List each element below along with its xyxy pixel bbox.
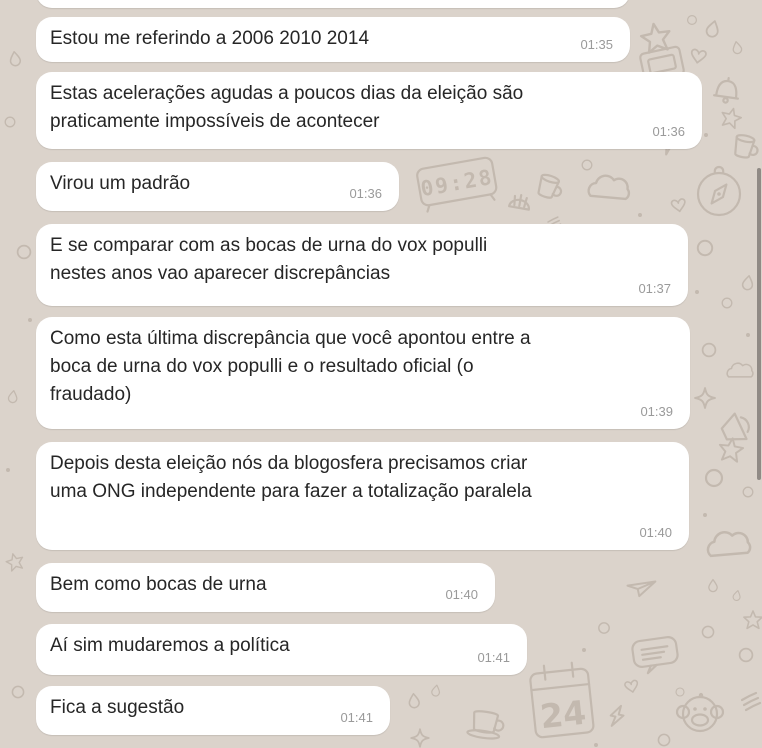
message-bubble[interactable]	[36, 224, 688, 306]
clock-doodle	[416, 157, 498, 213]
doodle	[582, 648, 586, 652]
doodle	[695, 388, 715, 408]
message-text: nestes anos vao aparecer discrepâncias	[50, 263, 391, 284]
doodle	[743, 487, 753, 497]
doodle	[698, 241, 712, 255]
doodle-calendar-text: 24	[538, 692, 588, 737]
doodle	[5, 117, 15, 127]
doodle	[12, 686, 23, 697]
message-bubble[interactable]	[36, 72, 702, 149]
calendar-doodle	[529, 661, 594, 738]
message-text: Bem como bocas de urna	[50, 574, 267, 595]
doodle	[742, 693, 760, 710]
doodle	[9, 51, 21, 66]
message-text: Depois desta eleição nós da blogosfera precisamos criar	[50, 453, 528, 474]
doodle	[536, 173, 565, 201]
message-timestamp: 01:41	[340, 710, 373, 725]
doodle-clock-text: 09:28	[418, 164, 496, 202]
doodle	[727, 363, 753, 377]
doodle	[411, 729, 429, 747]
doodle	[722, 298, 732, 308]
message-timestamp: 01:41	[477, 650, 510, 665]
doodle	[671, 199, 686, 213]
message-text: fraudado)	[50, 384, 132, 405]
doodle	[705, 20, 720, 38]
doodle	[6, 468, 10, 472]
doodle	[746, 333, 750, 337]
message-text: Virou um padrão	[50, 173, 191, 194]
message-text: E se comparar com as bocas de urna do vox populli	[50, 235, 488, 256]
scrollbar-thumb[interactable]	[757, 168, 761, 480]
message-timestamp: 01:39	[640, 404, 673, 419]
doodle	[624, 680, 639, 693]
message-timestamp: 01:36	[349, 186, 382, 201]
message-timestamp: 01:40	[639, 525, 672, 540]
doodle	[732, 41, 742, 54]
message-bubble[interactable]	[36, 317, 690, 429]
doodle	[733, 134, 760, 160]
message-timestamp: 01:40	[445, 587, 478, 602]
doodle	[509, 193, 531, 209]
doodle	[740, 649, 753, 662]
message-bubble[interactable]	[36, 563, 495, 612]
message-bubble[interactable]	[36, 17, 630, 62]
doodle	[704, 133, 708, 137]
doodle	[676, 688, 684, 696]
doodle	[594, 743, 598, 747]
message-bubble-partial[interactable]	[36, 0, 630, 8]
doodle	[744, 611, 762, 629]
message-text: Estou me referindo a 2006 2010 2014	[50, 28, 370, 49]
message-text: praticamente impossíveis de acontecer	[50, 111, 380, 132]
message-timestamp: 01:35	[580, 37, 613, 52]
doodle	[703, 344, 716, 357]
doodle	[719, 106, 743, 129]
message-bubble[interactable]	[36, 624, 527, 675]
message-timestamp: 01:37	[638, 281, 671, 296]
message-bubble[interactable]	[36, 686, 390, 735]
doodle	[409, 693, 420, 708]
message-text: Como esta última discrepância que você apontou entre a	[50, 328, 531, 349]
doodle	[688, 16, 697, 25]
doodle	[18, 246, 31, 259]
doodle	[707, 530, 751, 556]
doodle	[431, 684, 440, 696]
doodle	[718, 410, 753, 446]
doodle	[695, 290, 699, 294]
message-text: uma ONG independente para fazer a totalização paralela	[50, 481, 532, 502]
doodle	[690, 49, 706, 64]
doodle	[582, 160, 592, 170]
message-timestamp: 01:36	[652, 124, 685, 139]
doodle	[709, 580, 717, 592]
message-text: Aí sim mudaremos a política	[50, 635, 290, 656]
doodle	[732, 590, 741, 601]
message-text: Fica a sugestão	[50, 697, 185, 718]
doodle	[28, 318, 32, 322]
doodle	[706, 470, 722, 486]
message-text: boca de urna do vox populli e o resultado oficial (o	[50, 356, 474, 377]
doodle	[638, 213, 642, 217]
doodle	[742, 275, 754, 290]
doodle	[702, 626, 713, 637]
doodle	[626, 574, 656, 600]
doodle	[718, 437, 744, 463]
doodle	[8, 390, 18, 403]
doodle	[713, 76, 740, 104]
doodle	[599, 623, 609, 633]
doodle	[677, 694, 723, 731]
doodle	[631, 636, 679, 675]
doodle	[658, 734, 669, 745]
doodle	[703, 513, 707, 517]
compass-doodle	[698, 167, 740, 215]
message-bubble[interactable]	[36, 442, 689, 550]
doodle	[588, 174, 630, 199]
message-bubble[interactable]	[36, 162, 399, 211]
message-text: Estas acelerações agudas a poucos dias da eleição são	[50, 83, 524, 104]
doodle	[609, 704, 626, 728]
doodle	[5, 552, 26, 572]
doodle	[467, 710, 505, 741]
